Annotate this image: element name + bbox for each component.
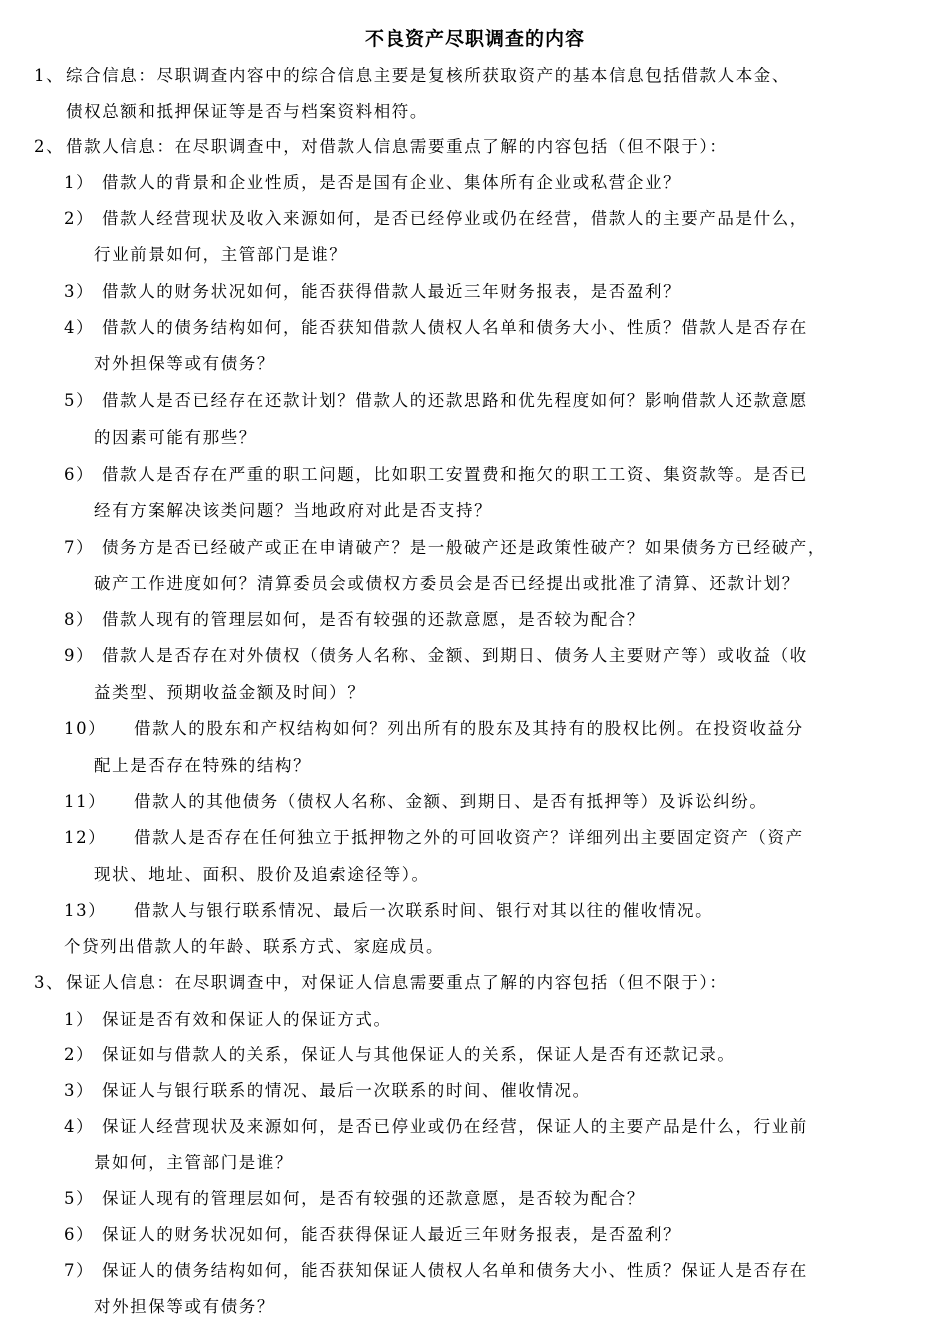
document-title: 不良资产尽职调查的内容 (364, 28, 585, 50)
item-number: 8） (64, 610, 95, 629)
list-item (64, 1117, 808, 1137)
item-text: 保证人与银行联系的情况、最后一次联系的时间、催收情况。 (102, 1081, 591, 1100)
item-continuation: 益类型、预期收益金额及时间）？ (94, 683, 366, 702)
list-item (64, 391, 808, 411)
item-text: 保证人经营现状及来源如何，是否已停业或仍在经营，保证人的主要产品是什么，行业前 (102, 1117, 808, 1136)
item-number: 5） (64, 1189, 95, 1208)
section-text: 综合信息：尽职调查内容中的综合信息主要是复核所获取资产的基本信息包括借款人本金、 (66, 66, 790, 85)
item-number: 12） (64, 828, 107, 847)
item-text: 借款人是否存在对外债权（债务人名称、金额、到期日、债务人主要财产等）或收益（收 (102, 646, 808, 665)
section-number: 2、 (34, 137, 65, 156)
item-number: 6） (64, 1225, 95, 1244)
item-text: 借款人经营现状及收入来源如何，是否已经停业或仍在经营，借款人的主要产品是什么， (102, 209, 808, 228)
section-1-line-2: 债权总额和抵押保证等是否与档案资料相符。 (66, 102, 428, 121)
list-item (64, 538, 826, 558)
item-number: 2） (64, 1045, 95, 1064)
item-text: 保证人现有的管理层如何，是否有较强的还款意愿，是否较为配合？ (102, 1189, 645, 1208)
list-item (64, 1010, 392, 1030)
list-item (64, 1081, 591, 1101)
item-number: 4） (64, 1117, 95, 1136)
item-text: 保证人的债务结构如何，能否获知保证人债权人名单和债务大小、性质？保证人是否存在 (102, 1261, 808, 1280)
item-continuation: 景如何，主管部门是谁？ (94, 1153, 294, 1172)
list-item (64, 465, 808, 485)
list-item (64, 901, 713, 921)
list-item (64, 1045, 736, 1065)
item-continuation: 配上是否存在特殊的结构？ (94, 756, 312, 775)
item-continuation: 行业前景如何，主管部门是谁？ (94, 245, 348, 264)
item-number: 6） (64, 465, 95, 484)
item-text: 借款人的背景和企业性质，是否是国有企业、集体所有企业或私营企业？ (102, 173, 682, 192)
item-text: 保证是否有效和保证人的保证方式。 (102, 1010, 392, 1029)
item-number: 1） (64, 1010, 95, 1029)
list-item (64, 209, 808, 229)
list-item (64, 1261, 808, 1281)
item-text: 保证人的财务状况如何，能否获得保证人最近三年财务报表，是否盈利？ (102, 1225, 682, 1244)
item-continuation: 对外担保等或有债务？ (94, 1297, 275, 1316)
item-continuation: 的因素可能有那些？ (94, 428, 257, 447)
item-number: 5） (64, 391, 95, 410)
list-item (64, 610, 645, 630)
item-number: 10） (64, 719, 107, 738)
item-number: 7） (64, 1261, 95, 1280)
item-number: 11） (64, 792, 107, 811)
item-text: 债务方是否已经破产或正在申请破产？是一般破产还是政策性破产？如果债务方已经破产， (102, 538, 826, 557)
list-item (64, 1225, 681, 1245)
section-3-heading (34, 973, 727, 993)
item-continuation: 破产工作进度如何？清算委员会或债权方委员会是否已经提出或批准了清算、还款计划？ (94, 574, 800, 593)
item-text: 借款人的财务状况如何，能否获得借款人最近三年财务报表，是否盈利？ (102, 282, 682, 301)
item-text: 借款人的其他债务（债权人名称、金额、到期日、是否有抵押等）及诉讼纠纷。 (134, 792, 768, 811)
list-item (64, 792, 768, 812)
item-number: 9） (64, 646, 95, 665)
list-item (64, 646, 808, 666)
section-number: 3、 (34, 973, 65, 992)
item-continuation: 经有方案解决该类问题？当地政府对此是否支持？ (94, 501, 493, 520)
list-item (64, 282, 681, 302)
item-number: 3） (64, 1081, 95, 1100)
item-number: 7） (64, 538, 95, 557)
item-text: 借款人与银行联系情况、最后一次联系时间、银行对其以往的催收情况。 (134, 901, 714, 920)
item-text: 借款人是否已经存在还款计划？借款人的还款思路和优先程度如何？影响借款人还款意愿 (102, 391, 808, 410)
item-text: 借款人现有的管理层如何，是否有较强的还款意愿，是否较为配合？ (102, 610, 645, 629)
section-heading-text: 保证人信息：在尽职调查中，对保证人信息需要重点了解的内容包括（但不限于）： (66, 973, 728, 992)
item-number: 3） (64, 282, 95, 301)
section-note: 个贷列出借款人的年龄、联系方式、家庭成员。 (64, 937, 445, 956)
item-continuation: 对外担保等或有债务？ (94, 354, 275, 373)
section-2-heading (34, 137, 727, 157)
list-item (64, 719, 804, 739)
list-item (64, 828, 804, 848)
item-continuation: 现状、地址、面积、股价及追索途径等）。 (94, 865, 430, 884)
section-1-line-1 (34, 66, 790, 86)
item-text: 借款人的债务结构如何，能否获知借款人债权人名单和债务大小、性质？借款人是否存在 (102, 318, 808, 337)
item-number: 2） (64, 209, 95, 228)
list-item (64, 1189, 645, 1209)
item-number: 13） (64, 901, 107, 920)
item-text: 借款人是否存在任何独立于抵押物之外的可回收资产？详细列出主要固定资产（资产 (134, 828, 804, 847)
item-text: 借款人的股东和产权结构如何？列出所有的股东及其持有的股权比例。在投资收益分 (134, 719, 804, 738)
item-number: 1） (64, 173, 95, 192)
list-item (64, 318, 808, 338)
item-text: 保证如与借款人的关系，保证人与其他保证人的关系，保证人是否有还款记录。 (102, 1045, 736, 1064)
item-number: 4） (64, 318, 95, 337)
section-heading-text: 借款人信息：在尽职调查中，对借款人信息需要重点了解的内容包括（但不限于）： (66, 137, 728, 156)
section-number: 1、 (34, 66, 65, 85)
list-item (64, 173, 681, 193)
item-text: 借款人是否存在严重的职工问题，比如职工安置费和拖欠的职工工资、集资款等。是否已 (102, 465, 808, 484)
